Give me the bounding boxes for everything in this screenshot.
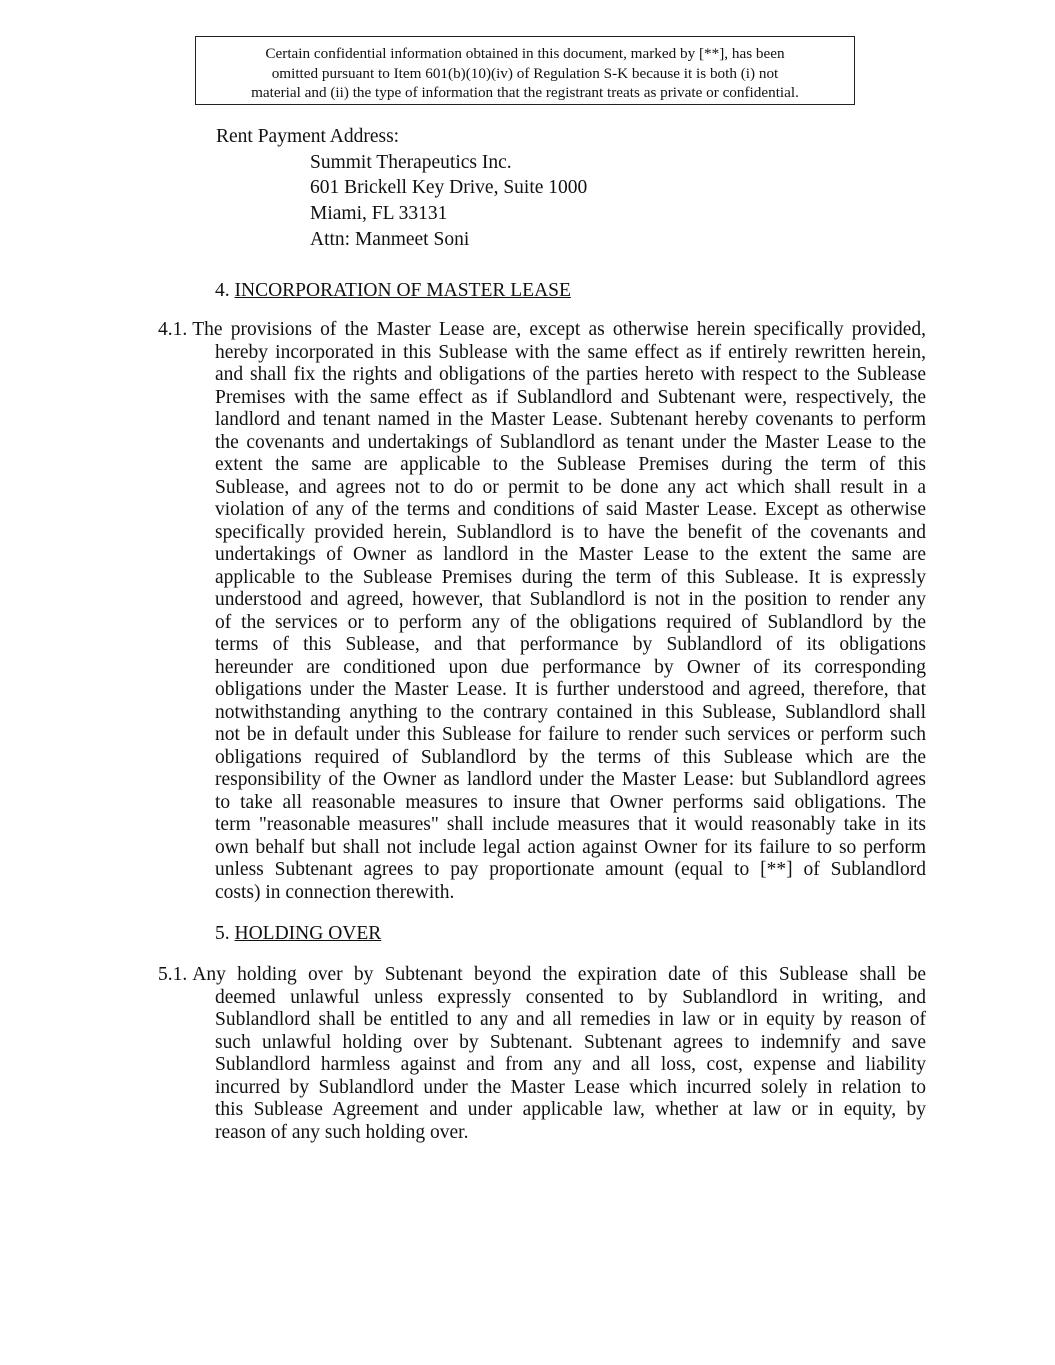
- clause-text-line: [158, 477, 926, 500]
- clause-text-line: [158, 1077, 926, 1100]
- clause-line-text: Sublease, and agrees not to do or permit to be done any act which shall result in a: [215, 476, 926, 498]
- clause-line-text: deemed unlawful unless expressly consented to by Sublandlord in writing, and: [215, 986, 926, 1008]
- section-4-title: INCORPORATION OF MASTER LEASE: [234, 280, 571, 301]
- clause-text-line: [158, 964, 926, 987]
- clause-text-line: [158, 987, 926, 1010]
- clause-number: 4.1.: [158, 319, 188, 340]
- clause-5-1: [158, 964, 926, 1144]
- clause-text-line: [158, 612, 926, 635]
- clause-text-line: [158, 544, 926, 567]
- section-4-number: 4.: [215, 280, 230, 301]
- confidential-notice-line-3: material and (ii) the type of information that the registrant treats as private or confidential.: [251, 84, 799, 101]
- clause-line-text: applicable to the Sublease Premises during the term of this Sublease. It is expressly: [215, 566, 926, 588]
- section-5-number: 5.: [215, 923, 230, 944]
- clause-line-text: Sublandlord shall be entitled to any and all remedies in law or in equity by reason of: [215, 1009, 926, 1030]
- clause-text-line: [158, 747, 926, 770]
- section-4-heading: [215, 279, 571, 303]
- clause-line-text: landlord and tenant named in the Master Lease. Subtenant hereby covenants to perform: [215, 409, 926, 430]
- clause-line-text: Any holding over by Subtenant beyond the expiration date of this Sublease shall be: [192, 964, 926, 985]
- clause-text-line: [158, 364, 926, 387]
- clause-text-line: [158, 522, 926, 545]
- clause-text-line: [158, 702, 926, 725]
- section-5-heading: [215, 922, 381, 946]
- clause-line-text: Sublandlord harmless against and from any and all loss, cost, expense and liability: [215, 1054, 926, 1075]
- confidential-notice-line-2: omitted pursuant to Item 601(b)(10)(iv) of Regulation S-K because it is both (i) not: [271, 64, 779, 82]
- clause-text-line: [158, 679, 926, 702]
- clause-line-text: term "reasonable measures" shall include measures that it would reasonably take in its: [215, 814, 926, 835]
- clause-line-text: this Sublease Agreement and under applicable law, whether at law or in equity, by: [215, 1099, 926, 1120]
- clause-line-text: and shall fix the rights and obligations of the parties hereto with respect to the Sublease: [215, 364, 926, 385]
- clause-line-text: violation of any of the terms and conditions of said Master Lease. Except as otherwise: [215, 499, 926, 520]
- clause-line-text: such unlawful holding over by Subtenant. Subtenant agrees to indemnify and save: [215, 1031, 926, 1053]
- clause-text-line: [158, 792, 926, 815]
- rent-payment-attn: Attn: Manmeet Soni: [310, 228, 470, 250]
- clause-text-line: [158, 342, 926, 365]
- clause-text-line: [158, 1032, 926, 1055]
- clause-4-1: [158, 319, 926, 904]
- rent-payment-label: Rent Payment Address:: [216, 126, 400, 147]
- clause-text-line: [158, 837, 926, 860]
- clause-text-line: [158, 432, 926, 455]
- clause-line-text: extent the same are applicable to the Sublease Premises during the term of this: [215, 454, 926, 475]
- clause-line-text: undertakings of Owner as landlord in the Master Lease to the extent the same are: [215, 544, 926, 565]
- clause-line-text: responsibility of the Owner as landlord under the Master Lease: but Sublandlord agrees: [215, 769, 926, 790]
- clause-text-line: [158, 1054, 926, 1077]
- clause-text-line: [158, 814, 926, 837]
- rent-payment-street: 601 Brickell Key Drive, Suite 1000: [310, 177, 588, 199]
- confidential-notice-line-1: Certain confidential information obtained in this document, marked by [**], has been: [265, 45, 785, 62]
- clause-text-line: [158, 387, 926, 410]
- clause-line-text: obligations under the Master Lease. It is further understood and agreed, therefore, that: [215, 679, 926, 700]
- clause-line-text: unless Subtenant agrees to pay proportionate amount (equal to [**] of Sublandlord: [215, 859, 926, 880]
- clause-text-line: [158, 769, 926, 792]
- clause-text-line: [158, 724, 926, 747]
- clause-line-text: to take all reasonable measures to insure that Owner performs said obligations. The: [215, 791, 926, 813]
- clause-line-text: Premises with the same effect as if Sublandlord and Subtenant were, respectively, the: [215, 386, 926, 408]
- clause-line-text: obligations required of Sublandlord by the terms of this Sublease which are the: [215, 746, 926, 768]
- clause-text-line: [158, 567, 926, 590]
- clause-line-text: notwithstanding anything to the contrary contained in this Sublease, Sublandlord shall: [215, 701, 926, 723]
- clause-line-text: of the services or to perform any of the obligations required of Sublandlord by the: [215, 611, 926, 633]
- clause-text-line: [158, 589, 926, 612]
- clause-text-line: [158, 319, 926, 342]
- clause-text-line: [158, 1122, 926, 1145]
- clause-text-line: [158, 409, 926, 432]
- clause-text-line: [158, 657, 926, 680]
- clause-text-line: [158, 454, 926, 477]
- confidential-notice-box: [195, 36, 855, 105]
- clause-line-text: not be in default under this Sublease for failure to render such services or perform such: [215, 724, 926, 745]
- clause-line-text: own behalf but shall not include legal action against Owner for its failure to so perform: [215, 836, 926, 858]
- clause-text-line: [158, 499, 926, 522]
- clause-line-text: costs) in connection therewith.: [215, 881, 455, 903]
- clause-line-text: The provisions of the Master Lease are, except as otherwise herein specifically provided,: [192, 319, 926, 340]
- clause-line-text: the covenants and undertakings of Sublandlord as tenant under the Master Lease to the: [215, 431, 926, 453]
- clause-text-line: [158, 1099, 926, 1122]
- clause-text-line: [158, 634, 926, 657]
- clause-line-text: incurred by Sublandlord under the Master Lease which incurred solely in relation to: [215, 1076, 926, 1098]
- clause-line-text: specifically provided herein, Sublandlord is to have the benefit of the covenants and: [215, 521, 926, 543]
- clause-line-text: hereby incorporated in this Sublease with the same effect as if entirely rewritten herein,: [215, 341, 926, 363]
- clause-line-text: understood and agreed, however, that Sublandlord is not in the position to render any: [215, 589, 926, 610]
- clause-text-line: [158, 859, 926, 882]
- rent-payment-address: [216, 124, 587, 253]
- clause-number: 5.1.: [158, 964, 188, 985]
- clause-line-text: reason of any such holding over.: [215, 1121, 469, 1143]
- rent-payment-company: Summit Therapeutics Inc.: [310, 151, 512, 173]
- rent-payment-city: Miami, FL 33131: [310, 203, 448, 225]
- clause-line-text: terms of this Sublease, and that performance by Sublandlord of its obligations: [215, 634, 926, 655]
- section-5-title: HOLDING OVER: [234, 923, 382, 944]
- clause-line-text: hereunder are conditioned upon due performance by Owner of its corresponding: [215, 656, 926, 678]
- clause-text-line: [158, 882, 926, 905]
- clause-text-line: [158, 1009, 926, 1032]
